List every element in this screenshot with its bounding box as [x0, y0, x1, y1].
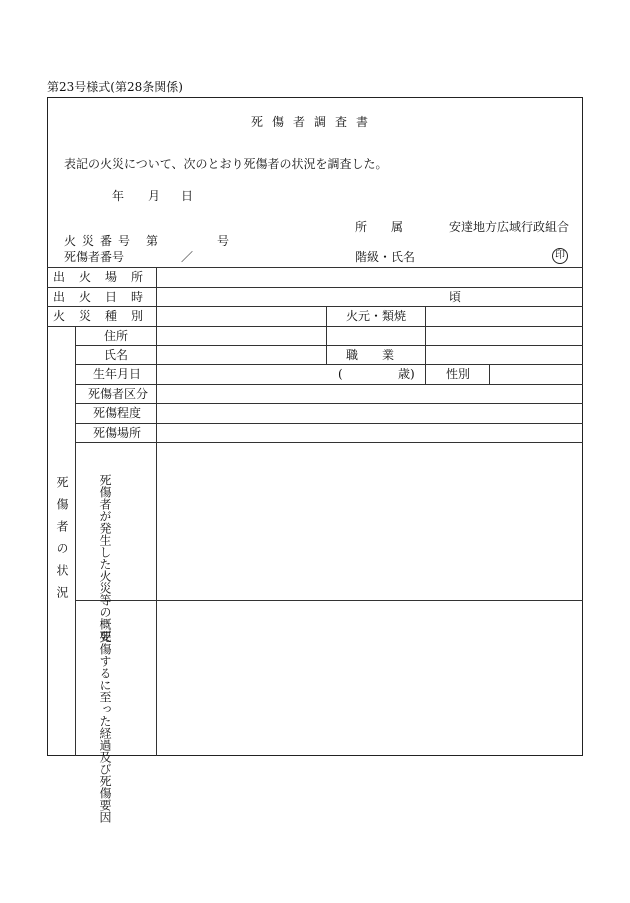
rule-9: [75, 423, 583, 424]
rule-5: [75, 345, 583, 346]
rule-3: [47, 306, 583, 307]
name-label: 氏名: [104, 348, 129, 362]
fire-number-label: 火災番号: [64, 234, 137, 248]
right-label-divider: [425, 306, 426, 364]
occupation-label: 職 業: [346, 348, 395, 362]
fire-datetime-suffix: 頃: [449, 290, 462, 304]
rule-10: [75, 442, 583, 443]
date-day-label: 日: [181, 189, 194, 203]
section-column-divider: [75, 326, 76, 756]
overview-label: 死傷者が発生した火災等の概要: [98, 474, 112, 642]
intro-text: 表記の火災について、次のとおり死傷者の状況を調査した。: [64, 157, 388, 171]
date-month-label: 月: [148, 189, 161, 203]
circumstances-label: 死傷するに至った経過及び死傷要因: [98, 631, 112, 823]
gender-label: 性別: [446, 367, 471, 381]
casualty-number-label: 死傷者番号: [64, 250, 125, 264]
affiliation-label: 所 属: [355, 220, 404, 234]
age-divider: [425, 364, 426, 384]
rule-6: [75, 364, 583, 365]
status-section-label: 死傷者の状況: [55, 476, 69, 608]
middle-divider: [326, 306, 327, 364]
form-number: 第23号様式(第28条関係): [47, 80, 183, 94]
fire-number-prefix: 第: [146, 234, 159, 248]
casualty-number-separator: ／: [181, 250, 194, 264]
fire-origin-label: 火元・類焼: [346, 309, 407, 323]
fire-number-suffix: 号: [217, 234, 230, 248]
date-year-label: 年: [112, 189, 125, 203]
rule-1: [47, 267, 583, 268]
fire-type-label: 火災種別: [53, 309, 158, 323]
casualty-category-label: 死傷者区分: [88, 387, 149, 401]
fire-datetime-label: 出火日時: [53, 290, 158, 304]
casualty-degree-label: 死傷程度: [93, 406, 142, 420]
birthdate-label: 生年月日: [93, 367, 142, 381]
rule-4: [47, 326, 583, 327]
label-column-divider: [156, 267, 157, 756]
fire-place-label: 出火場所: [53, 270, 158, 284]
gender-divider: [489, 364, 490, 384]
age-open: (: [338, 367, 343, 381]
address-label: 住所: [104, 329, 129, 343]
rule-8: [75, 403, 583, 404]
age-close: 歳): [398, 367, 415, 381]
casualty-place-label: 死傷場所: [93, 426, 142, 440]
rule-7: [75, 384, 583, 385]
rule-2: [47, 287, 583, 288]
affiliation-value: 安達地方広域行政組合: [449, 220, 570, 234]
seal-mark: 印: [552, 248, 568, 264]
document-title: 死傷者調査書: [251, 115, 378, 129]
rank-name-label: 階級・氏名: [355, 250, 416, 264]
rule-11: [75, 600, 583, 601]
